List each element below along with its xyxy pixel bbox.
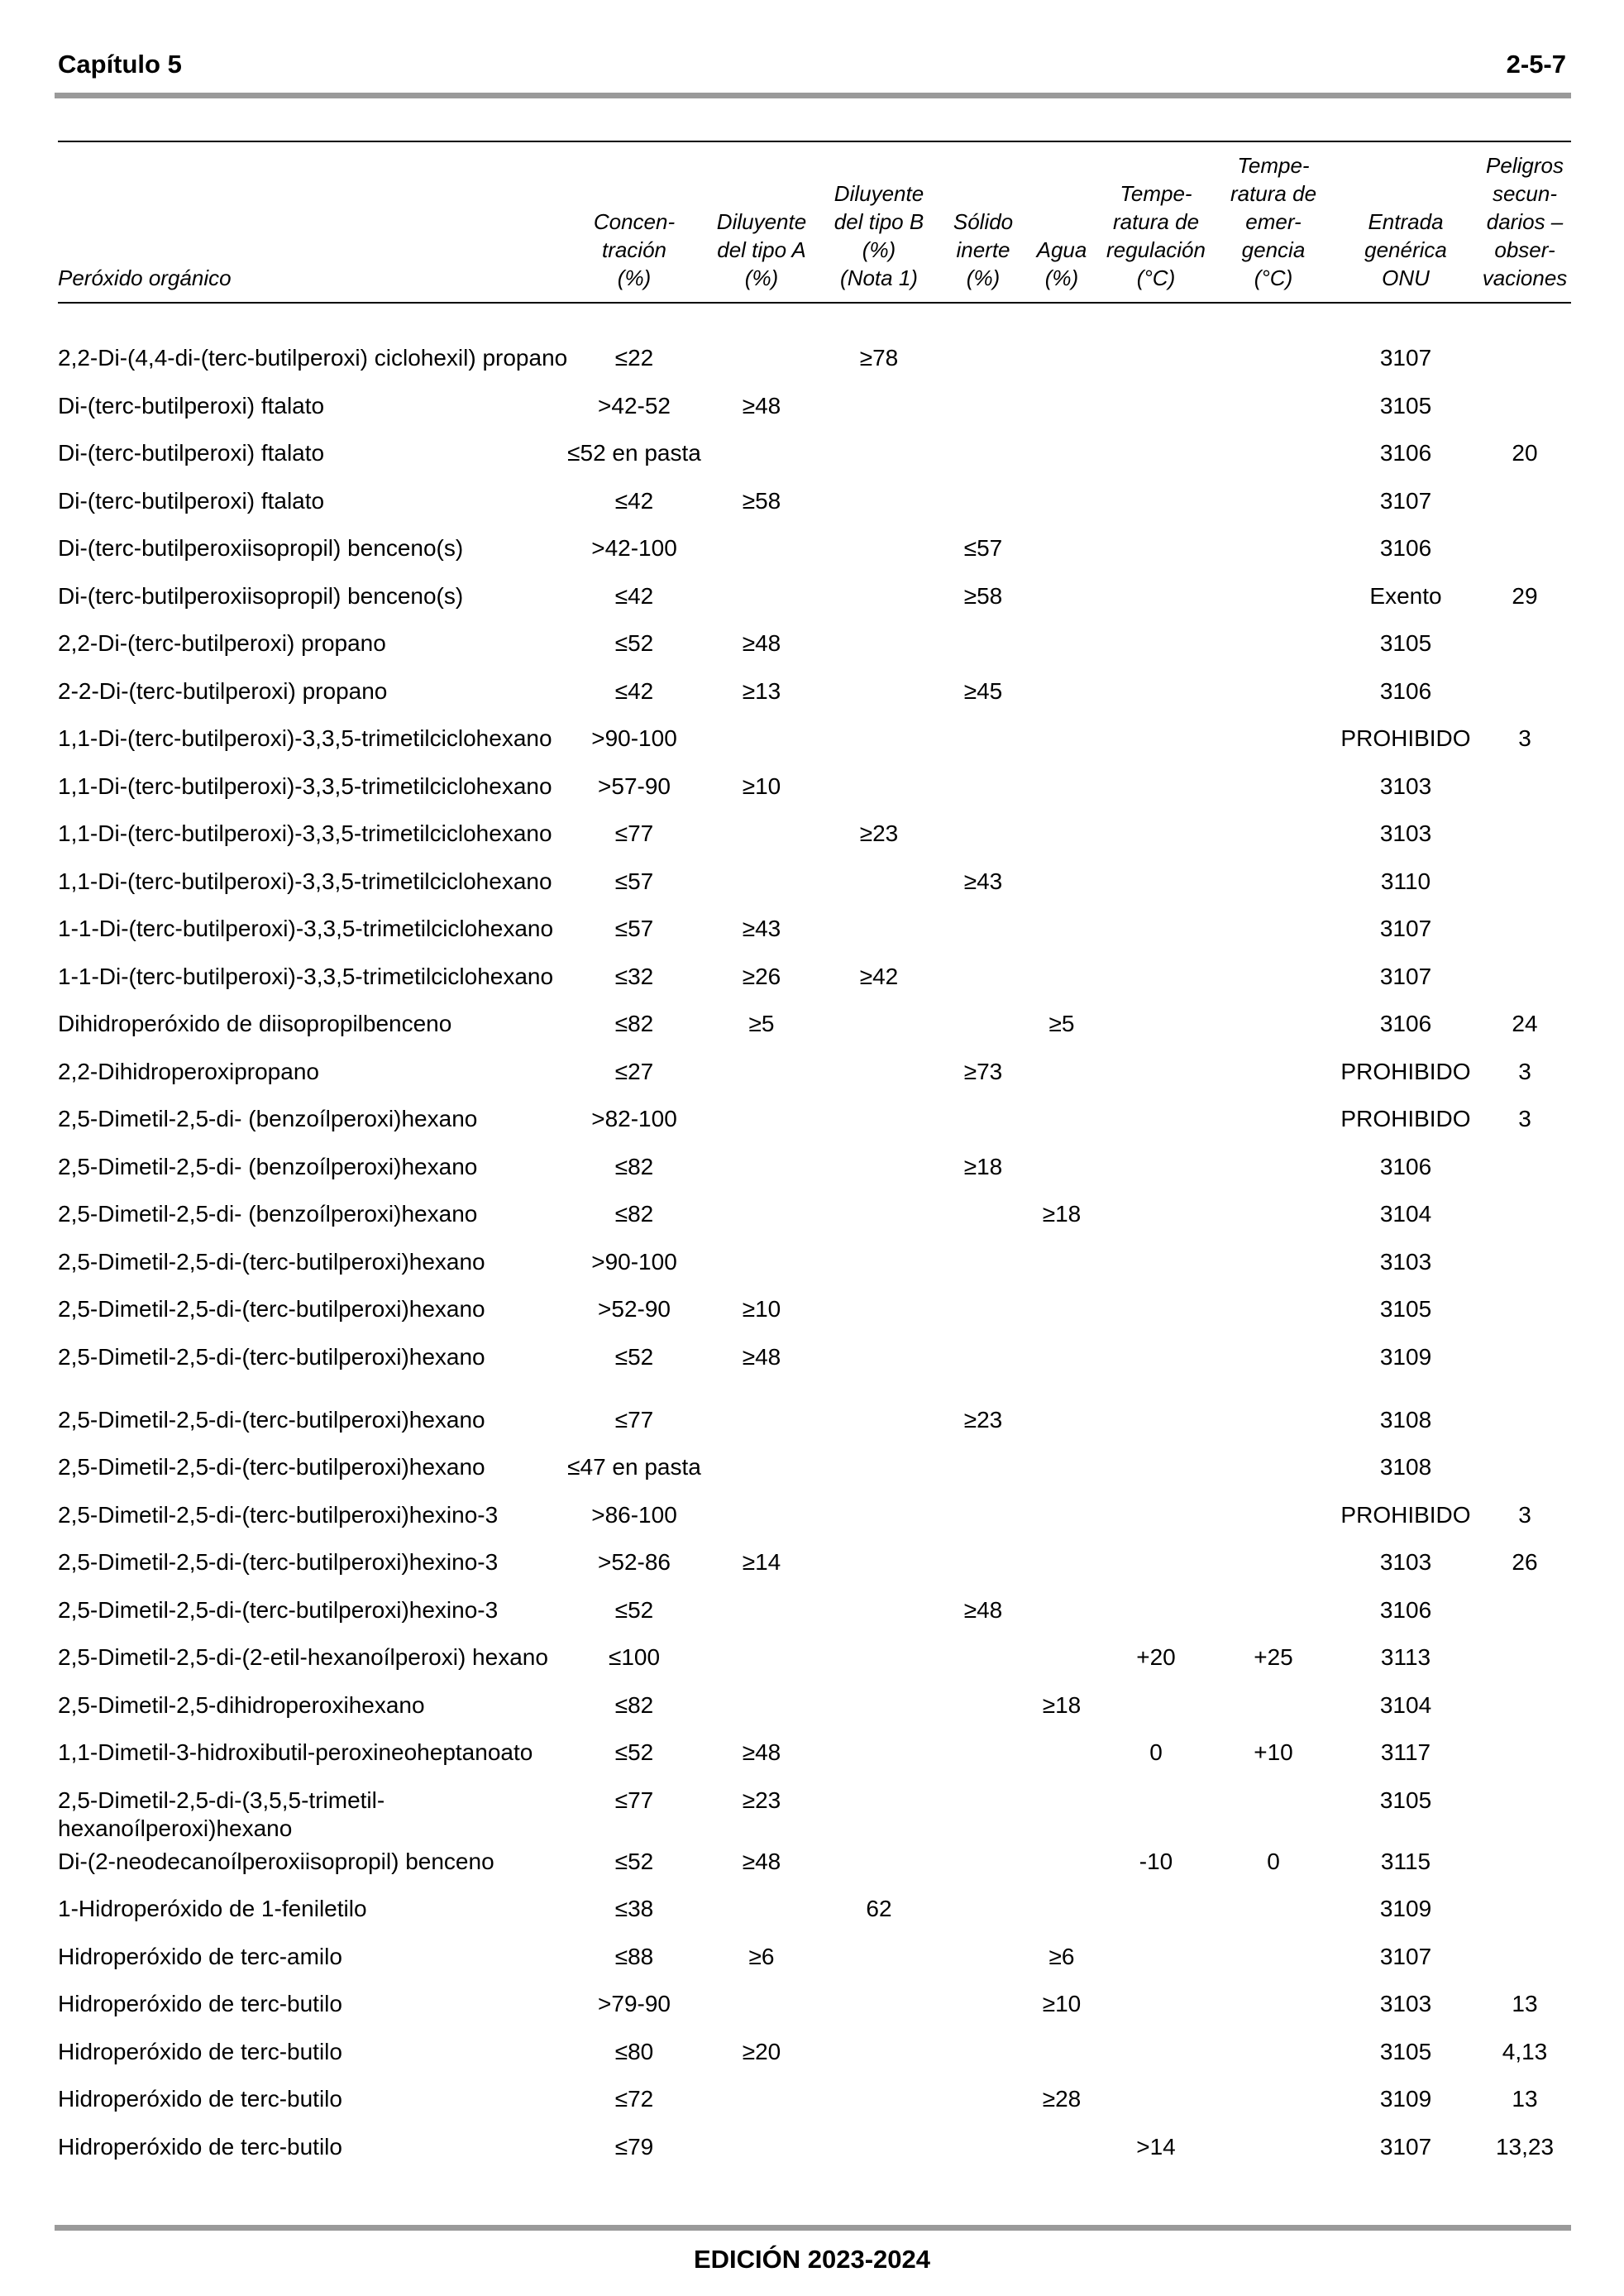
cell-conc: ≤42 — [614, 677, 654, 704]
cell-name: 1,1-Dimetil-3-hidroxibutil-peroxineoheptanoato — [58, 1739, 533, 1765]
cell-onu: 3106 — [1379, 677, 1432, 704]
cell-conc: ≤52 — [614, 1848, 654, 1874]
cell-conc: ≤82 — [614, 1691, 654, 1718]
cell-emer: +10 — [1254, 1739, 1293, 1765]
cell-dilA: ≥48 — [742, 1848, 781, 1874]
cell-conc: ≤52 — [614, 1343, 654, 1370]
cell-reg: 0 — [1149, 1739, 1163, 1765]
table-row — [0, 623, 1624, 671]
cell-dilA: ≥58 — [742, 487, 781, 514]
cell-obs: 13,23 — [1495, 2133, 1555, 2160]
cell-name: 2,5-Dimetil-2,5-di-(terc-butilperoxi)hexino-3 — [58, 1501, 499, 1528]
cell-onu: 3113 — [1380, 1644, 1431, 1670]
cell-name: 2,5-Dimetil-2,5-di-(terc-butilperoxi)hexino-3 — [58, 1596, 499, 1623]
cell-onu: PROHIBIDO — [1340, 725, 1471, 751]
table-row — [0, 1337, 1624, 1399]
cell-name: 2,5-Dimetil-2,5-di-(terc-butilperoxi)hexano — [58, 1454, 485, 1480]
cell-solid: ≤57 — [963, 535, 1003, 561]
cell-water: ≥28 — [1042, 2086, 1082, 2112]
peroxide-table-body — [0, 337, 1624, 2174]
cell-conc: >57-90 — [598, 773, 671, 799]
header-rule — [55, 93, 1571, 98]
cell-conc: ≤52 — [614, 1596, 654, 1623]
cell-conc: >42-100 — [591, 535, 677, 561]
cell-obs: 20 — [1512, 440, 1538, 466]
table-row — [0, 671, 1624, 719]
cell-dilA: ≥6 — [748, 1943, 775, 1969]
cell-dilA: ≥10 — [742, 773, 781, 799]
cell-conc: ≤72 — [614, 2086, 654, 2112]
cell-water: ≥6 — [1048, 1943, 1075, 1969]
cell-dilA: ≥48 — [742, 1739, 781, 1765]
cell-name: Hidroperóxido de terc-amilo — [58, 1943, 342, 1969]
cell-dilA: ≥20 — [742, 2038, 781, 2064]
cell-conc: ≤79 — [614, 2133, 654, 2160]
cell-reg: +20 — [1136, 1644, 1176, 1670]
table-row — [0, 1685, 1624, 1733]
table-row — [0, 1003, 1624, 1051]
cell-obs: 3 — [1518, 1106, 1531, 1131]
cell-name: 2,2-Di-(4,4-di-(terc-butilperoxi) ciclohexil) propano — [58, 345, 568, 371]
cell-conc: ≤27 — [614, 1058, 654, 1084]
cell-conc: ≤88 — [614, 1943, 654, 1969]
cell-name: 1-1-Di-(terc-butilperoxi)-3,3,5-trimetilciclohexano — [58, 963, 554, 989]
column-header-water: Agua (%) — [1036, 237, 1087, 290]
cell-name: 2,5-Dimetil-2,5-di-(terc-butilperoxi)hexino-3 — [58, 1549, 499, 1575]
cell-name: 2-2-Di-(terc-butilperoxi) propano — [58, 677, 388, 704]
table-row — [0, 766, 1624, 814]
cell-water: ≥18 — [1042, 1691, 1082, 1718]
cell-onu: 3105 — [1379, 2038, 1432, 2064]
edition-footer: EDICIÓN 2023-2024 — [693, 2245, 931, 2274]
cell-name: 1,1-Di-(terc-butilperoxi)-3,3,5-trimetilciclohexano — [58, 725, 552, 751]
cell-conc: ≤100 — [608, 1644, 661, 1670]
cell-onu: 3105 — [1379, 392, 1432, 419]
cell-conc: ≤52 — [614, 630, 654, 656]
cell-conc: ≤42 — [614, 487, 654, 514]
table-row — [0, 1098, 1624, 1146]
table-row — [0, 1542, 1624, 1590]
cell-name: Di-(2-neodecanoílperoxiisopropil) benceno — [58, 1848, 494, 1874]
table-row — [0, 433, 1624, 481]
cell-onu: Exento — [1369, 582, 1442, 609]
cell-name: Dihidroperóxido de diisopropilbenceno — [58, 1011, 452, 1036]
cell-onu: 3104 — [1379, 1691, 1432, 1718]
cell-obs: 24 — [1512, 1011, 1538, 1036]
cell-conc: >90-100 — [591, 1248, 677, 1275]
cell-name: Hidroperóxido de terc-butilo — [58, 2038, 342, 2064]
cell-conc: ≤77 — [614, 1406, 654, 1433]
cell-conc: >90-100 — [591, 725, 677, 751]
cell-onu: 3106 — [1379, 440, 1432, 466]
cell-name: Di-(terc-butilperoxiisopropil) benceno(s) — [58, 582, 464, 609]
cell-name: 1-Hidroperóxido de 1-feniletilo — [58, 1896, 367, 1921]
cell-name: 1,1-Di-(terc-butilperoxi)-3,3,5-trimetilciclohexano — [58, 820, 552, 846]
cell-onu: 3117 — [1380, 1739, 1431, 1765]
cell-onu: 3109 — [1379, 1896, 1432, 1921]
cell-onu: 3106 — [1379, 1011, 1432, 1036]
cell-onu: PROHIBIDO — [1340, 1501, 1471, 1528]
table-row — [0, 1841, 1624, 1889]
cell-name: 2,5-Dimetil-2,5-di- (benzoílperoxi)hexano — [58, 1106, 478, 1131]
cell-onu: 3108 — [1379, 1406, 1432, 1433]
table-row — [0, 813, 1624, 861]
cell-dilB: ≥42 — [859, 963, 899, 989]
table-row — [0, 1146, 1624, 1194]
table-row — [0, 1590, 1624, 1638]
cell-onu: 3103 — [1379, 1991, 1432, 2016]
cell-onu: 3105 — [1379, 1787, 1432, 1813]
cell-dilA: ≥5 — [748, 1011, 775, 1036]
cell-conc: ≤42 — [614, 582, 654, 609]
cell-onu: 3107 — [1379, 2133, 1432, 2160]
cell-conc: >42-52 — [598, 392, 671, 419]
cell-onu: 3115 — [1380, 1848, 1431, 1874]
cell-conc: ≤52 — [614, 1739, 654, 1765]
cell-onu: 3103 — [1379, 820, 1432, 846]
cell-name: 2,5-Dimetil-2,5-di-(terc-butilperoxi)hexano — [58, 1248, 485, 1275]
cell-onu: 3105 — [1379, 630, 1432, 656]
cell-obs: 4,13 — [1502, 2038, 1548, 2064]
cell-conc: >82-100 — [591, 1106, 677, 1131]
cell-onu: 3109 — [1379, 1343, 1432, 1370]
cell-name: 2,5-Dimetil-2,5-di-(2-etil-hexanoílperoxi) hexano — [58, 1644, 548, 1670]
cell-conc: >52-90 — [598, 1296, 671, 1322]
cell-solid: ≥18 — [963, 1153, 1003, 1179]
cell-onu: 3110 — [1380, 868, 1431, 894]
cell-name: 2,5-Dimetil-2,5-di- (benzoílperoxi)hexano — [58, 1153, 478, 1179]
table-row — [0, 337, 1624, 385]
table-row — [0, 1888, 1624, 1936]
table-row — [0, 956, 1624, 1004]
cell-obs: 26 — [1512, 1549, 1538, 1575]
cell-onu: PROHIBIDO — [1340, 1106, 1471, 1131]
cell-name: Hidroperóxido de terc-butilo — [58, 2086, 342, 2112]
table-row — [0, 1051, 1624, 1099]
cell-obs: 3 — [1518, 1501, 1531, 1528]
cell-conc: ≤52 en pasta — [567, 440, 701, 466]
cell-dilB: ≥23 — [859, 820, 899, 846]
cell-name: 2,5-Dimetil-2,5-di- (benzoílperoxi)hexano — [58, 1201, 478, 1227]
table-row — [0, 1780, 1624, 1841]
cell-name: Di-(terc-butilperoxiisopropil) benceno(s) — [58, 535, 464, 561]
cell-name: 2,5-Dimetil-2,5-di-(terc-butilperoxi)hexano — [58, 1343, 485, 1370]
table-row — [0, 2126, 1624, 2174]
table-row — [0, 718, 1624, 766]
column-header-dilA: Diluyente del tipo A (%) — [716, 209, 807, 290]
cell-onu: 3107 — [1379, 963, 1432, 989]
table-header-rule — [58, 302, 1571, 304]
cell-onu: 3104 — [1379, 1201, 1432, 1227]
cell-conc: ≤22 — [614, 345, 654, 371]
cell-solid: ≥23 — [963, 1406, 1003, 1433]
cell-solid: ≥43 — [963, 868, 1003, 894]
table-row — [0, 576, 1624, 624]
cell-water: ≥5 — [1048, 1011, 1075, 1036]
cell-name: 2,2-Di-(terc-butilperoxi) propano — [58, 630, 386, 656]
column-header-onu: Entrada genérica ONU — [1364, 209, 1447, 290]
cell-conc: >52-86 — [598, 1549, 671, 1575]
cell-emer: +25 — [1254, 1644, 1293, 1670]
cell-solid: ≥73 — [963, 1058, 1003, 1084]
column-header-conc: Concen- tración (%) — [593, 209, 676, 290]
cell-name: Hidroperóxido de terc-butilo — [58, 2133, 342, 2160]
cell-conc: >79-90 — [598, 1991, 671, 2016]
column-header-dilB: Diluyente del tipo B (%) (Nota 1) — [833, 181, 924, 290]
cell-name: 2,5-Dimetil-2,5-di-(3,5,5-trimetil-hexanoílperoxi)hexano — [58, 1787, 385, 1841]
cell-name: Hidroperóxido de terc-butilo — [58, 1991, 342, 2016]
cell-name: 1-1-Di-(terc-butilperoxi)-3,3,5-trimetilciclohexano — [58, 916, 554, 941]
cell-name: 2,5-Dimetil-2,5-dihidroperoxihexano — [58, 1691, 425, 1718]
cell-water: ≥10 — [1042, 1991, 1082, 2016]
cell-conc: ≤77 — [614, 1787, 654, 1813]
chapter-title: Capítulo 5 — [58, 50, 182, 79]
table-row — [0, 1289, 1624, 1337]
cell-onu: 3108 — [1379, 1454, 1432, 1480]
cell-conc: ≤80 — [614, 2038, 654, 2064]
cell-name: Di-(terc-butilperoxi) ftalato — [58, 487, 325, 514]
footer-rule — [55, 2225, 1571, 2231]
cell-dilB: ≥78 — [859, 345, 899, 371]
column-header-solid: Sólido inerte (%) — [953, 209, 1014, 290]
cell-onu: 3105 — [1379, 1296, 1432, 1322]
cell-solid: ≥45 — [963, 677, 1003, 704]
table-row — [0, 1936, 1624, 1984]
table-row — [0, 908, 1624, 956]
cell-reg: -10 — [1139, 1848, 1173, 1874]
table-top-rule — [58, 141, 1571, 142]
page-number: 2-5-7 — [1506, 50, 1566, 79]
cell-dilA: ≥43 — [742, 916, 781, 941]
cell-conc: ≤82 — [614, 1201, 654, 1227]
cell-conc: ≤82 — [614, 1153, 654, 1179]
cell-obs: 13 — [1512, 2086, 1538, 2112]
cell-solid: ≥58 — [963, 582, 1003, 609]
cell-onu: 3107 — [1379, 1943, 1432, 1969]
cell-emer: 0 — [1267, 1848, 1280, 1874]
cell-dilA: ≥26 — [742, 963, 781, 989]
cell-obs: 3 — [1518, 725, 1531, 751]
cell-reg: >14 — [1136, 2133, 1176, 2160]
cell-conc: ≤82 — [614, 1011, 654, 1036]
cell-onu: 3103 — [1379, 1549, 1432, 1575]
cell-obs: 3 — [1518, 1058, 1531, 1084]
column-header-emer: Tempe- ratura de emer- gencia (°C) — [1230, 153, 1317, 290]
table-row — [0, 1241, 1624, 1289]
cell-conc: ≤47 en pasta — [567, 1454, 701, 1480]
column-header-obs: Peligros secun- darios – obser- vaciones — [1482, 153, 1568, 290]
cell-obs: 13 — [1512, 1991, 1538, 2016]
cell-onu: 3106 — [1379, 1153, 1432, 1179]
cell-onu: 3107 — [1379, 916, 1432, 941]
cell-dilA: ≥48 — [742, 1343, 781, 1370]
cell-dilA: ≥14 — [742, 1549, 781, 1575]
cell-name: 1,1-Di-(terc-butilperoxi)-3,3,5-trimetilciclohexano — [58, 868, 552, 894]
cell-name: 2,5-Dimetil-2,5-di-(terc-butilperoxi)hexano — [58, 1406, 485, 1433]
table-row — [0, 385, 1624, 433]
cell-onu: 3107 — [1379, 487, 1432, 514]
column-header-name: Peróxido orgánico — [58, 265, 232, 290]
cell-dilA: ≥23 — [742, 1787, 781, 1813]
table-row — [0, 1399, 1624, 1447]
cell-onu: 3106 — [1379, 1596, 1432, 1623]
table-row — [0, 1193, 1624, 1241]
cell-onu: 3103 — [1379, 1248, 1432, 1275]
table-row — [0, 1732, 1624, 1780]
cell-conc: ≤77 — [614, 820, 654, 846]
cell-conc: ≤57 — [614, 916, 654, 941]
cell-water: ≥18 — [1042, 1201, 1082, 1227]
cell-dilA: ≥48 — [742, 392, 781, 419]
table-row — [0, 1495, 1624, 1543]
cell-conc: ≤57 — [614, 868, 654, 894]
table-row — [0, 1983, 1624, 2031]
cell-conc: >86-100 — [591, 1501, 677, 1528]
cell-name: 2,2-Dihidroperoxipropano — [58, 1058, 319, 1084]
table-row — [0, 481, 1624, 529]
table-row — [0, 861, 1624, 909]
cell-solid: ≥48 — [963, 1596, 1003, 1623]
cell-dilA: ≥10 — [742, 1296, 781, 1322]
cell-dilB: 62 — [866, 1896, 892, 1921]
table-row — [0, 2078, 1624, 2126]
table-row — [0, 528, 1624, 576]
table-row — [0, 2031, 1624, 2079]
cell-onu: PROHIBIDO — [1340, 1058, 1471, 1084]
column-header-reg: Tempe- ratura de regulación (°C) — [1106, 181, 1206, 290]
cell-onu: 3103 — [1379, 773, 1432, 799]
cell-name: Di-(terc-butilperoxi) ftalato — [58, 440, 325, 466]
cell-onu: 3109 — [1379, 2086, 1432, 2112]
cell-conc: ≤32 — [614, 963, 654, 989]
cell-dilA: ≥13 — [742, 677, 781, 704]
cell-conc: ≤38 — [614, 1896, 654, 1921]
cell-name: Di-(terc-butilperoxi) ftalato — [58, 392, 325, 419]
table-row — [0, 1637, 1624, 1685]
cell-name: 2,5-Dimetil-2,5-di-(terc-butilperoxi)hexano — [58, 1296, 485, 1322]
cell-onu: 3107 — [1379, 345, 1432, 371]
cell-obs: 29 — [1512, 582, 1538, 609]
cell-onu: 3106 — [1379, 535, 1432, 561]
table-row — [0, 1447, 1624, 1495]
cell-dilA: ≥48 — [742, 630, 781, 656]
cell-name: 1,1-Di-(terc-butilperoxi)-3,3,5-trimetilciclohexano — [58, 773, 552, 799]
